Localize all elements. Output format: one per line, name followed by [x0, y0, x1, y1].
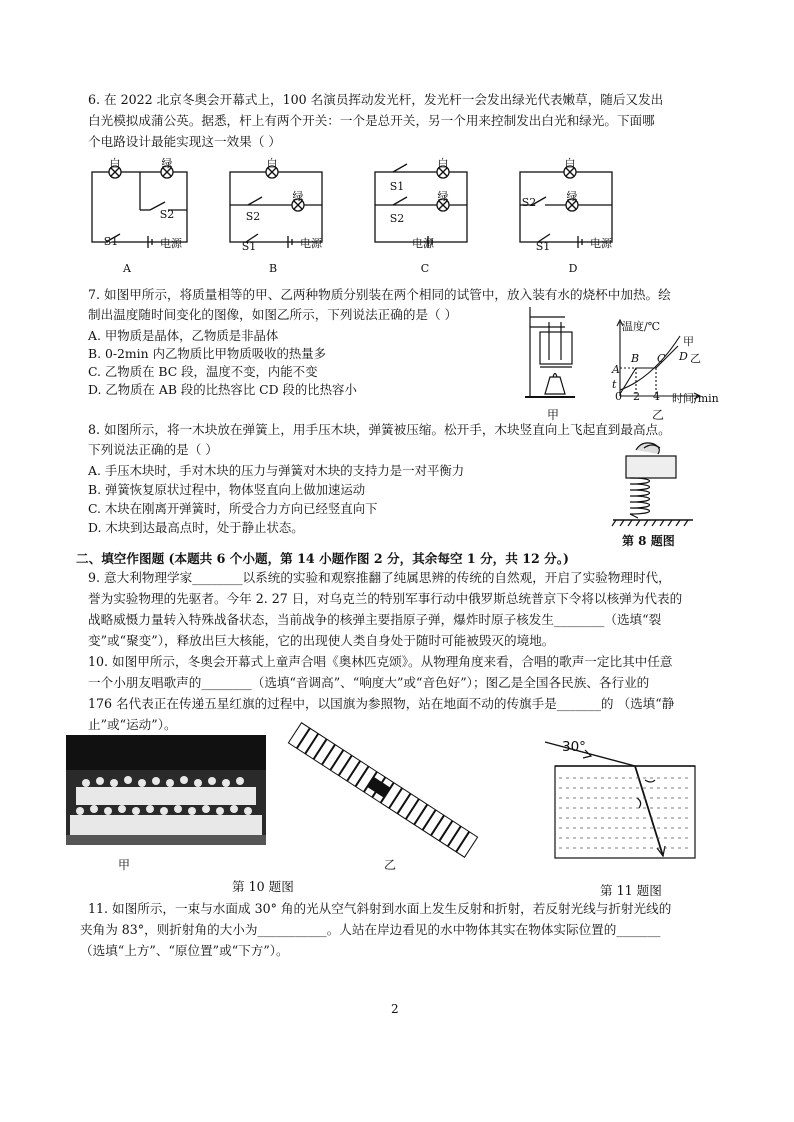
q8-option-d: D. 木块到达最高点时，处于静止状态。: [88, 520, 304, 535]
q10-line3: 176 名代表正在传递五星红旗的过程中，以国旗为参照物，站在地面不动的传旗手是_______的 （选填“静: [88, 696, 675, 711]
q8-line2: 下列说法正确的是（ ）: [88, 442, 218, 457]
circuit-a-green-label: 绿: [161, 157, 173, 170]
q6-line3: 个电路设计最能实现这一效果（ ）: [88, 134, 281, 149]
q7-caption-yi: 乙: [652, 408, 665, 422]
q8-spring-figure: [608, 440, 698, 530]
q6-line2: 白光模拟成蒲公英。据悉，杆上有两个开关：一个是总开关，另一个用来控制发出白光和绿光。下面哪: [88, 113, 655, 128]
q6-line1: 6. 在 2022 北京冬奥会开幕式上，100 名演员挥动发光杆，发光杆一会发出绿光代表嫩草，随后又发出: [88, 92, 664, 107]
q7-graph-a-label: A: [612, 363, 620, 376]
q10-caption-jia: 甲: [118, 858, 131, 872]
q10-caption-yi: 乙: [384, 858, 397, 872]
circuit-a-white-label: 白: [109, 157, 121, 170]
q7-line2: 制出温度随时间变化的图像，如图乙所示，下列说法正确的是（ ）: [88, 307, 458, 322]
q11-line3: （选填“上方”、“原位置”或“下方”）。: [80, 943, 289, 958]
q10-line4: 止”或“运动”）。: [88, 717, 177, 732]
q9-line3: 战略威慑力量转入特殊战备状态，当前战争的核弹主要指原子弹，爆炸时原子核发生________（选填“裂: [88, 612, 662, 627]
q9-line4: 变”或“聚变”），释放出巨大核能，它的出现使人类自身处于随时可能被毁灭的境地。: [88, 633, 555, 648]
q8-option-c: C. 木块在刚离开弹簧时，所受合力方向已经竖直向下: [88, 501, 378, 516]
circuit-b-power-label: 电源: [300, 237, 322, 250]
q10-line1: 10. 如图甲所示，冬奥会开幕式上童声合唱《奥林匹克颂》。从物理角度来看，合唱的歌声一定比其中任意: [88, 654, 673, 669]
q7-line1: 7. 如图甲所示，将质量相等的甲、乙两种物质分别装在两个相同的试管中，放入装有水的烧杯中加热。绘: [88, 287, 671, 302]
q8-option-b: B. 弹簧恢复原状过程中，物体竖直向上做加速运动: [88, 482, 366, 497]
q7-option-a: A. 甲物质是晶体，乙物质是非晶体: [88, 328, 279, 343]
circuit-c-green-label: 绿: [437, 190, 449, 203]
q11-caption: 第 11 题图: [600, 883, 662, 898]
circuit-c-s2-label: S2: [389, 212, 405, 225]
circuit-c-white-label: 白: [437, 157, 449, 170]
circuit-d-power-label: 电源: [590, 237, 612, 250]
circuit-c-power-label: 电源: [412, 237, 434, 250]
circuit-d-s1-label: S1: [535, 240, 551, 253]
section-2-heading: 二、填空作图题 (本题共 6 个小题，第 14 小题作图 2 分，其余每空 1 分，共 12 分。): [76, 551, 569, 566]
circuit-d-s2-label: S2: [521, 196, 537, 209]
q11-line1: 11. 如图所示，一束与水面成 30° 角的光从空气斜射到水面上发生反射和折射，若反射光线与折射光线的: [88, 901, 672, 916]
circuit-d-white-label: 白: [564, 157, 576, 170]
q7-option-d: D. 乙物质在 AB 段的比热容比 CD 段的比热容小: [88, 382, 357, 397]
circuit-b-s1-label: S1: [241, 240, 257, 253]
q7-graph-yi-label: 乙: [690, 352, 701, 365]
circuit-c-s1-label: S1: [389, 180, 405, 193]
circuit-a-s2-label: S2: [159, 208, 175, 221]
q8-caption: 第 8 题图: [622, 534, 675, 548]
q7-graph-zero: 0: [615, 390, 622, 403]
q7-graph-four: 4: [653, 390, 660, 403]
q7-graph-two: 2: [633, 390, 640, 403]
q9-line1: 9. 意大利物理学家________以系统的实验和观察推翻了纯属思辨的传统的自然观，开启了实验物理时代，: [88, 570, 671, 585]
q7-option-b: B. 0-2min 内乙物质比甲物质吸收的热量多: [88, 346, 327, 361]
q11-angle-label: 30°: [562, 739, 586, 755]
q7-graph-jia-label: 甲: [683, 335, 694, 348]
q7-graph-xlabel: 时间/min: [672, 392, 719, 405]
q11-line2: 夹角为 83°，则折射角的大小为___________。人站在岸边看见的水中物体其实在物体实际位置的_______: [80, 922, 661, 937]
q7-graph-t-label: t: [612, 378, 617, 391]
q7-graph-c-label: C: [657, 352, 666, 365]
circuit-b-white-label: 白: [266, 157, 278, 170]
q7-graph-d-label: D: [679, 350, 688, 363]
circuit-a-power-label: 电源: [160, 237, 182, 250]
q10-choir-photo: [66, 735, 266, 845]
q8-option-a: A. 手压木块时，手对木块的压力与弹簧对木块的支持力是一对平衡力: [88, 463, 465, 478]
page-number: 2: [391, 1002, 399, 1016]
circuit-d-letter: D: [568, 262, 578, 275]
q7-caption-jia: 甲: [547, 408, 560, 422]
circuit-d-green-label: 绿: [566, 190, 578, 203]
circuit-b-green-label: 绿: [292, 190, 304, 203]
q10-line2: 一个小朋友唱歌声的________（选填“音调高”、“响度大”或“音色好”）；图乙是全国各民族、各行业的: [88, 675, 650, 690]
circuit-a-s1-label: S1: [103, 235, 119, 248]
circuit-c-letter: C: [420, 262, 430, 275]
q7-option-c: C. 乙物质在 BC 段，温度不变，内能不变: [88, 364, 318, 379]
q7-graph-b-label: B: [631, 352, 640, 365]
q10-flag-passing-photo: [288, 730, 478, 850]
q7-graph-ylabel: 温度/℃: [622, 320, 661, 333]
q8-line1: 8. 如图所示，将一木块放在弹簧上，用手压木块，弹簧被压缩。松开手，木块竖直向上飞起直到最高点。: [88, 422, 671, 437]
q7-heating-apparatus: [515, 302, 605, 402]
circuit-a-letter: A: [123, 262, 131, 275]
circuit-b-letter: B: [268, 262, 278, 275]
circuit-b-s2-label: S2: [245, 210, 261, 223]
q9-line2: 誉为实验物理的先驱者。今年 2. 27 日，对乌克兰的特别军事行动中俄罗斯总统普京下令将以核弹为代表的: [88, 591, 683, 606]
q10-caption: 第 10 题图: [232, 879, 294, 894]
